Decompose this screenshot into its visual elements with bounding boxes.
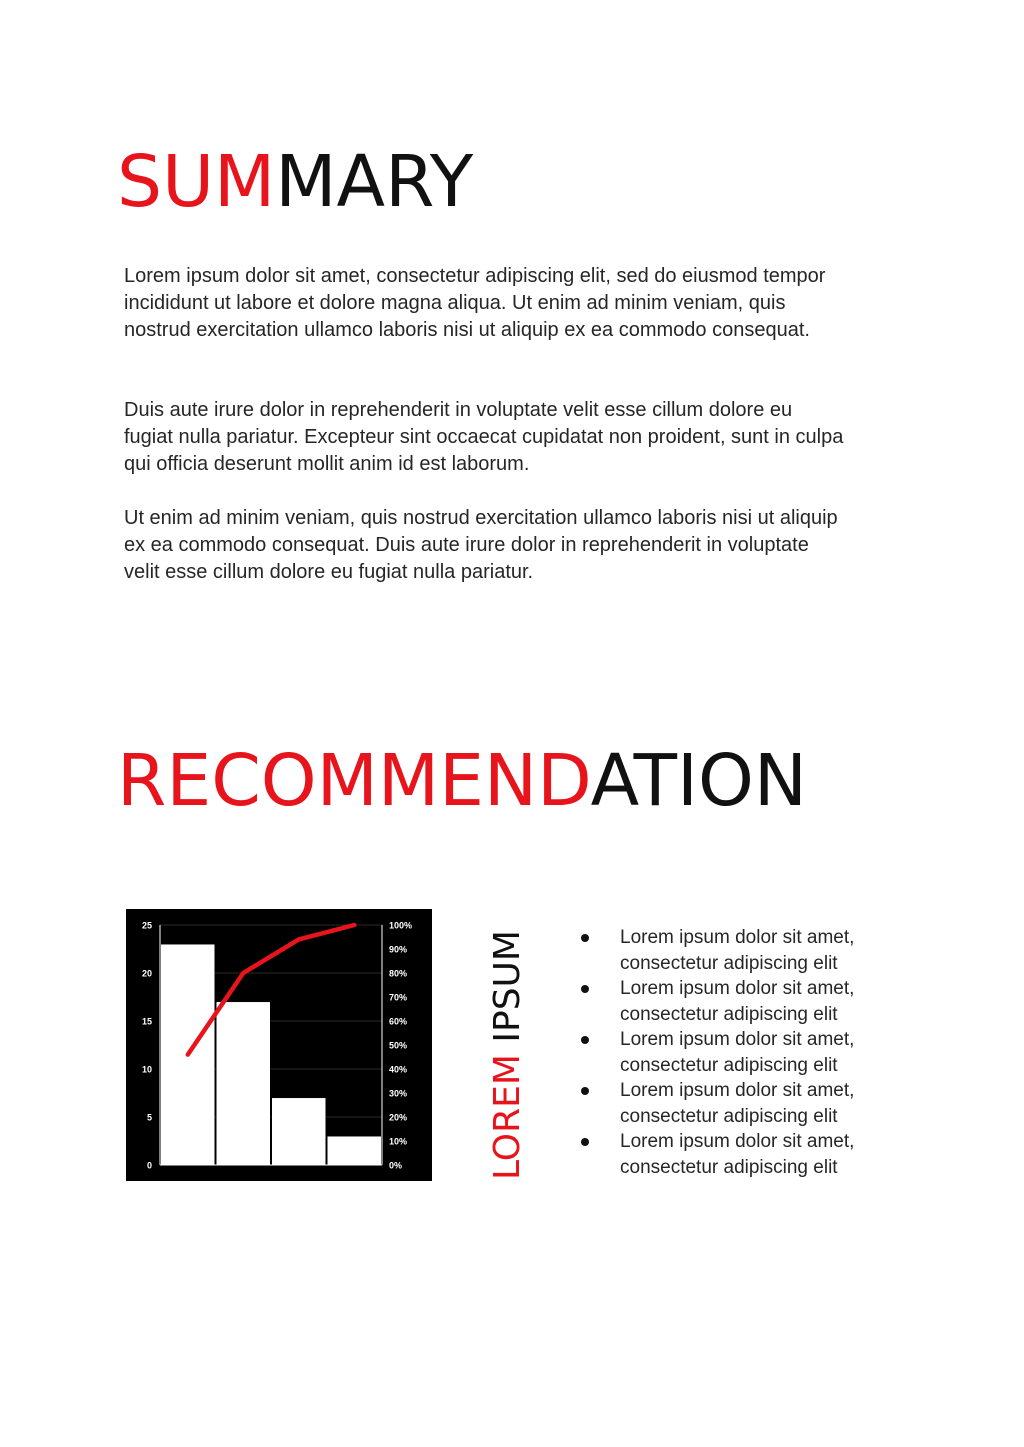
list-item xyxy=(578,1078,908,1129)
list-item xyxy=(578,1027,908,1078)
bullet-icon xyxy=(581,1036,589,1044)
y2-tick-label: 90% xyxy=(389,944,408,955)
y2-tick-label: 50% xyxy=(389,1040,408,1051)
vertical-label xyxy=(489,930,527,1180)
y2-tick-label: 80% xyxy=(389,968,408,979)
recommendation-title-black: ATION xyxy=(590,739,807,822)
bullet-icon xyxy=(581,985,589,993)
y2-tick-label: 40% xyxy=(389,1064,408,1075)
list-item-text: Lorem ipsum dolor sit amet, consectetur adipiscing elit xyxy=(620,927,855,974)
summary-paragraph-2: Duis aute irure dolor in reprehenderit in voluptate velit esse cillum dolore eu fugiat nulla pariatur. Excepteur sint occaecat cupidatat non proident, sunt in culpa qui officia deserunt mollit anim id est laborum. xyxy=(124,399,844,475)
list-item-text: Lorem ipsum dolor sit amet, consectetur adipiscing elit xyxy=(620,978,855,1025)
y-tick-label: 0 xyxy=(146,1160,152,1171)
list-item xyxy=(578,925,908,976)
y2-tick-label: 20% xyxy=(389,1112,408,1123)
list-item xyxy=(578,976,908,1027)
chart-bar xyxy=(272,1098,326,1165)
pareto-chart-svg xyxy=(126,909,432,1181)
recommendation-title-red: RECOMMEND xyxy=(117,739,591,822)
list-item-text: Lorem ipsum dolor sit amet, consectetur adipiscing elit xyxy=(620,1131,855,1178)
summary-paragraph-3: Ut enim ad minim veniam, quis nostrud exercitation ullamco laboris nisi ut aliquip ex ea commodo consequat. Duis aute irure dolor in reprehenderit in voluptate velit esse cillum dolore eu fugiat nulla pariatur. xyxy=(124,507,838,583)
y-tick-label: 25 xyxy=(141,920,152,931)
y2-tick-label: 70% xyxy=(389,992,408,1003)
y2-tick-label: 100% xyxy=(389,920,413,931)
bullet-icon xyxy=(581,1087,589,1095)
vertical-label-red: LOREM xyxy=(487,1054,528,1180)
chart-bar xyxy=(216,1002,270,1165)
y-tick-label: 5 xyxy=(146,1112,152,1123)
bullet-icon xyxy=(581,1138,589,1146)
y2-tick-label: 30% xyxy=(389,1088,408,1099)
y2-tick-label: 0% xyxy=(389,1160,403,1171)
recommendation-title xyxy=(117,739,807,822)
chart-bar xyxy=(327,1136,381,1165)
y-tick-label: 20 xyxy=(141,968,152,979)
summary-title xyxy=(117,140,474,223)
summary-title-red: SUM xyxy=(117,140,276,223)
y-tick-label: 15 xyxy=(141,1016,152,1027)
y2-tick-label: 10% xyxy=(389,1136,408,1147)
y2-tick-label: 60% xyxy=(389,1016,408,1027)
list-item-text: Lorem ipsum dolor sit amet, consectetur adipiscing elit xyxy=(620,1080,855,1127)
vertical-label-black: IPSUM xyxy=(487,930,528,1055)
bullet-icon xyxy=(581,934,589,942)
y-tick-label: 10 xyxy=(141,1064,152,1075)
list-item xyxy=(578,1129,908,1180)
recommendation-list xyxy=(578,925,908,1180)
summary-title-black: MARY xyxy=(275,140,474,223)
summary-paragraph-1: Lorem ipsum dolor sit amet, consectetur adipiscing elit, sed do eiusmod tempor incididunt ut labore et dolore magna aliqua. Ut enim ad minim veniam, quis nostrud exercitation ullamco laboris nisi ut aliquip ex ea commodo consequat. xyxy=(124,265,826,341)
pareto-chart xyxy=(126,909,432,1181)
list-item-text: Lorem ipsum dolor sit amet, consectetur adipiscing elit xyxy=(620,1029,855,1076)
